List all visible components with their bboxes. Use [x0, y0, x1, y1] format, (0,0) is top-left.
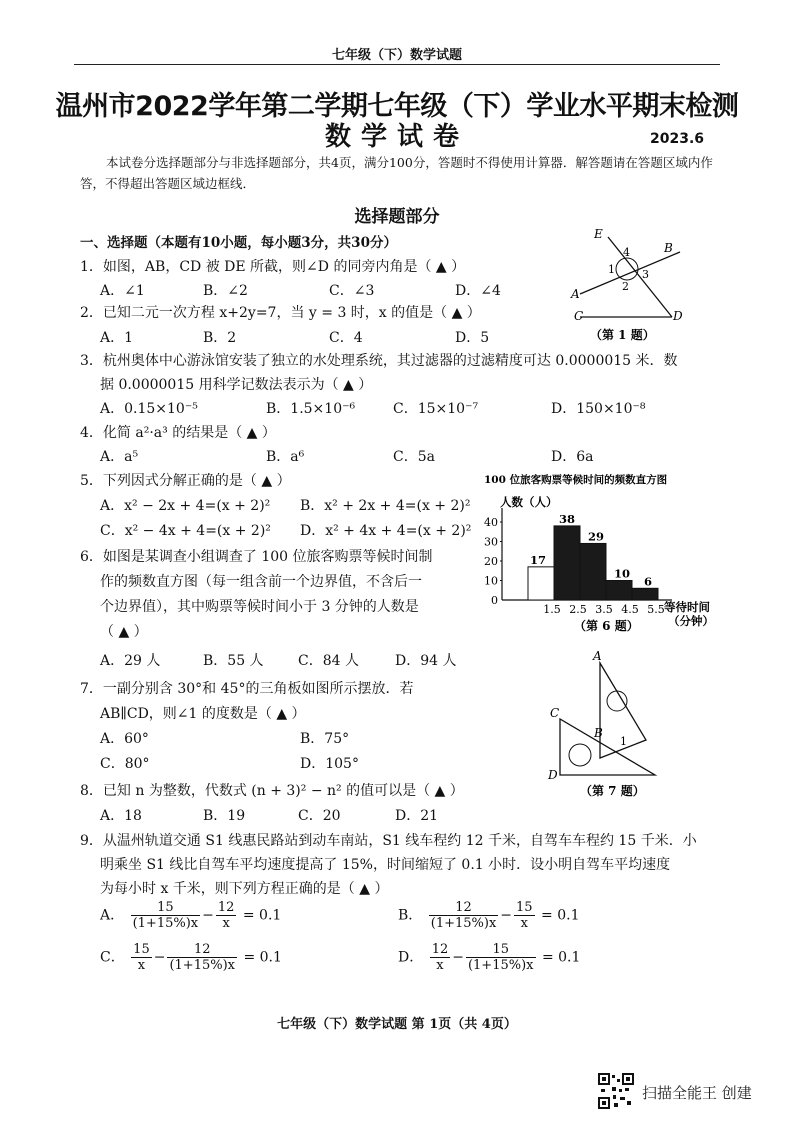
fraction	[131, 942, 152, 973]
histogram-chart	[478, 470, 718, 640]
denominator: (1+15%)x	[132, 916, 199, 931]
right-hand-side: = 0.1	[242, 907, 282, 924]
numerator: 15	[133, 942, 150, 957]
option: A．0.15×10⁻⁵	[100, 401, 198, 417]
option: B．2	[203, 330, 237, 346]
y-tick-label: 30	[484, 535, 498, 549]
question-number: 1．	[80, 259, 103, 275]
label-a: A	[571, 287, 580, 301]
question-9	[80, 830, 697, 850]
denominator: x	[137, 958, 146, 973]
question-6-line-4: （ ▲ ）	[100, 624, 148, 640]
option: B．19	[203, 808, 246, 824]
right-hand-side: = 0.1	[243, 949, 282, 966]
right-hand-side: = 0.1	[541, 949, 581, 966]
exam-subtitle: 数学试卷	[324, 122, 469, 152]
label-b: B	[594, 726, 603, 740]
fraction	[430, 942, 451, 973]
numerator: 12	[429, 900, 499, 916]
question-2	[80, 302, 481, 322]
part-heading: 一、选择题（本题有10小题，每小题3分，共30分）	[80, 235, 397, 251]
chart-x-label: 等待时间 （分钟）	[664, 600, 714, 628]
chart-caption: （第 6 题）	[574, 619, 639, 633]
histogram-bar	[632, 588, 658, 600]
label-d: D	[548, 768, 558, 782]
instructions	[80, 152, 730, 194]
option: C．15×10⁻⁷	[393, 401, 479, 417]
operator: −	[153, 949, 166, 966]
question-9-line-3: 为每小时 x 千米，则下列方程正确的是（ ▲ ）	[100, 881, 389, 897]
denominator: x	[222, 916, 230, 931]
option	[100, 900, 281, 931]
option: A．a⁵	[100, 449, 139, 465]
option-label: A．	[100, 907, 125, 924]
question-number: 5．	[80, 473, 103, 489]
question-text: 下列因式分解正确的是（ ▲ ）	[102, 473, 291, 489]
denominator: (1+15%)x	[467, 958, 534, 973]
x-tick-label: 2.5	[569, 603, 587, 616]
label-angle-1: 1	[620, 735, 627, 748]
option: D．6a	[551, 449, 594, 465]
question-text: 杭州奥体中心游泳馆安装了独立的水处理系统，其过滤器的过滤精度可达 0.0000015 米．数	[102, 353, 678, 369]
histogram-bar	[528, 567, 554, 600]
section-title: 选择题部分	[354, 207, 440, 227]
question-7-line-2: AB∥CD，则∠1 的度数是（ ▲ ）	[100, 706, 306, 722]
question-number: 6．	[80, 549, 103, 565]
label-angle-4: 4	[623, 246, 630, 259]
right-hand-side: = 0.1	[541, 907, 580, 924]
option: D．150×10⁻⁸	[551, 401, 646, 417]
denominator: (1+15%)x	[430, 916, 497, 931]
question-9-line-2: 明乘坐 S1 线比自驾车平均速度提高了 15%，时间缩短了 0.1 小时．设小明自驾车平均速度	[100, 857, 671, 873]
chart-y-label: 人数（人）	[500, 495, 558, 509]
page-header: 七年级（下）数学试题	[331, 48, 462, 63]
question-4	[80, 422, 276, 442]
y-tick-label: 40	[484, 516, 498, 529]
y-tick-label: 10	[484, 574, 498, 588]
header-divider	[74, 64, 720, 65]
option	[398, 942, 580, 973]
triangle-45	[560, 719, 655, 775]
bar-value-label: 17	[530, 552, 547, 567]
label-a: A	[593, 649, 602, 663]
x-tick-label: 1.5	[543, 603, 561, 616]
question-6-line-2: 作的频数直方图（每一组含前一个边界值，不含后一	[100, 574, 422, 590]
figure-7-caption: （第 7 题）	[580, 784, 645, 798]
label-c: C	[550, 706, 560, 720]
question-text: 如图，AB，CD 被 DE 所截，则∠D 的同旁内角是（ ▲ ）	[102, 259, 466, 275]
question-8	[80, 780, 464, 800]
option: D．∠4	[455, 283, 501, 299]
label-e: E	[594, 227, 603, 241]
denominator: x	[520, 916, 528, 931]
option: D．94 人	[395, 653, 457, 669]
numerator: 12	[431, 942, 449, 957]
y-tick-label: 0	[491, 594, 498, 607]
x-tick-label: 3.5	[595, 603, 613, 616]
question-5	[80, 470, 291, 490]
question-1	[80, 256, 465, 276]
option: C．4	[329, 330, 363, 346]
question-3	[80, 350, 678, 370]
option: C．84 人	[298, 653, 359, 669]
operator: −	[202, 907, 214, 924]
qr-code-icon	[598, 1073, 634, 1109]
option: A．1	[100, 330, 134, 346]
label-angle-2: 2	[622, 280, 629, 293]
question-number: 7．	[80, 681, 103, 697]
exam-title: 温州市2022学年第二学期七年级（下）学业水平期末检测	[55, 91, 739, 122]
question-3-line-2: 据 0.0000015 用科学记数法表示为（ ▲ ）	[100, 377, 373, 393]
histogram-bar	[554, 526, 580, 600]
x-tick-label: 4.5	[621, 603, 639, 616]
scanner-watermark: 扫描全能王 创建	[642, 1084, 752, 1102]
figure-1-diagram	[560, 222, 700, 347]
question-number: 3．	[80, 353, 103, 369]
question-6-line-3: 个边界值），其中购票等候时间小于 3 分钟的人数是	[100, 599, 419, 615]
option: D．105°	[300, 756, 359, 772]
triangle-hole	[569, 744, 591, 766]
option: D．5	[455, 330, 490, 346]
label-angle-1: 1	[608, 263, 615, 276]
question-text: 如图是某调查小组调查了 100 位旅客购票等候时间制	[102, 549, 433, 565]
numerator: 15	[516, 900, 533, 915]
option: B．∠2	[203, 283, 248, 299]
option: C．∠3	[329, 283, 375, 299]
option: C．20	[298, 808, 341, 824]
question-7	[80, 678, 413, 698]
x-tick-label: 5.5	[647, 603, 665, 616]
fraction	[514, 900, 535, 931]
bar-value-label: 29	[587, 529, 605, 544]
fraction	[429, 900, 499, 931]
option: A．18	[100, 808, 142, 824]
fraction	[216, 900, 237, 931]
chart-title: 100 位旅客购票等候时间的频数直方图	[484, 474, 668, 486]
option: D．x² + 4x + 4=(x + 2)²	[300, 523, 472, 539]
question-text: 从温州轨道交通 S1 线惠民路站到动车南站，S1 线车程约 12 千米，自驾车车程约 15 千米．小	[102, 833, 697, 849]
option: B．x² + 2x + 4=(x + 2)²	[300, 498, 471, 514]
option: B．a⁶	[266, 449, 305, 465]
instructions-text: 本试卷分选择题部分与非选择题部分，共4页，满分100分，答题时不得使用计算器．解答题请在答题区域内作答，不得超出答题区域边框线．	[80, 155, 713, 191]
bar-value-label: 6	[643, 574, 653, 589]
numerator: 15	[131, 900, 201, 916]
fraction	[131, 900, 201, 931]
option: A．29 人	[100, 653, 161, 669]
question-text: 化简 a²·a³ 的结果是（ ▲ ）	[102, 425, 276, 441]
page-footer: 七年级（下）数学试题 第 1页（共 4页）	[277, 1017, 517, 1032]
option: A．x² − 2x + 4=(x + 2)²	[100, 498, 271, 514]
option: A．60°	[100, 731, 149, 747]
option	[398, 900, 579, 931]
denominator: (1+15%)x	[169, 958, 235, 973]
question-text: 已知 n 为整数，代数式 (n + 3)² − n² 的值可以是（ ▲ ）	[102, 783, 464, 799]
question-text: 已知二元一次方程 x+2y=7，当 y = 3 时，x 的值是（ ▲ ）	[102, 305, 481, 321]
option: B．55 人	[203, 653, 264, 669]
bar-value-label: 38	[558, 511, 576, 526]
option: A．∠1	[100, 283, 145, 299]
option: C．x² − 4x + 4=(x + 2)²	[100, 523, 271, 539]
line-de	[608, 237, 672, 317]
question-number: 2．	[80, 305, 103, 321]
fraction	[466, 942, 536, 973]
operator: −	[500, 907, 513, 924]
numerator: 12	[217, 900, 235, 915]
figure-7-diagram	[540, 645, 670, 800]
histogram-bar	[606, 581, 632, 601]
y-tick-label: 20	[484, 555, 498, 568]
question-number: 4．	[80, 425, 103, 441]
option: B．1.5×10⁻⁶	[266, 401, 356, 417]
question-text: 一副分别含 30°和 45°的三角板如图所示摆放．若	[102, 681, 414, 697]
label-d: D	[673, 309, 683, 323]
question-6	[80, 546, 433, 566]
option-label: C．	[100, 949, 125, 966]
triangle-hole	[607, 691, 627, 711]
label-c: C	[574, 309, 584, 323]
label-angle-3: 3	[642, 268, 649, 281]
exam-date: 2023.6	[650, 131, 705, 147]
option: B．75°	[300, 731, 350, 747]
figure-1-caption: （第 1 题）	[590, 328, 655, 342]
bar-value-label: 10	[613, 566, 631, 581]
option: D．21	[395, 808, 439, 824]
option-label: D．	[398, 949, 424, 966]
numerator: 15	[466, 942, 536, 958]
fraction	[167, 942, 237, 973]
histogram-bar	[580, 543, 606, 600]
option-label: B．	[398, 907, 423, 924]
option	[100, 942, 282, 973]
question-number: 8．	[80, 783, 103, 799]
numerator: 12	[167, 942, 237, 958]
option: C．5a	[393, 449, 435, 465]
denominator: x	[436, 958, 444, 973]
question-number: 9．	[80, 833, 103, 849]
option: C．80°	[100, 756, 150, 772]
operator: −	[452, 949, 464, 966]
label-b: B	[664, 241, 673, 255]
